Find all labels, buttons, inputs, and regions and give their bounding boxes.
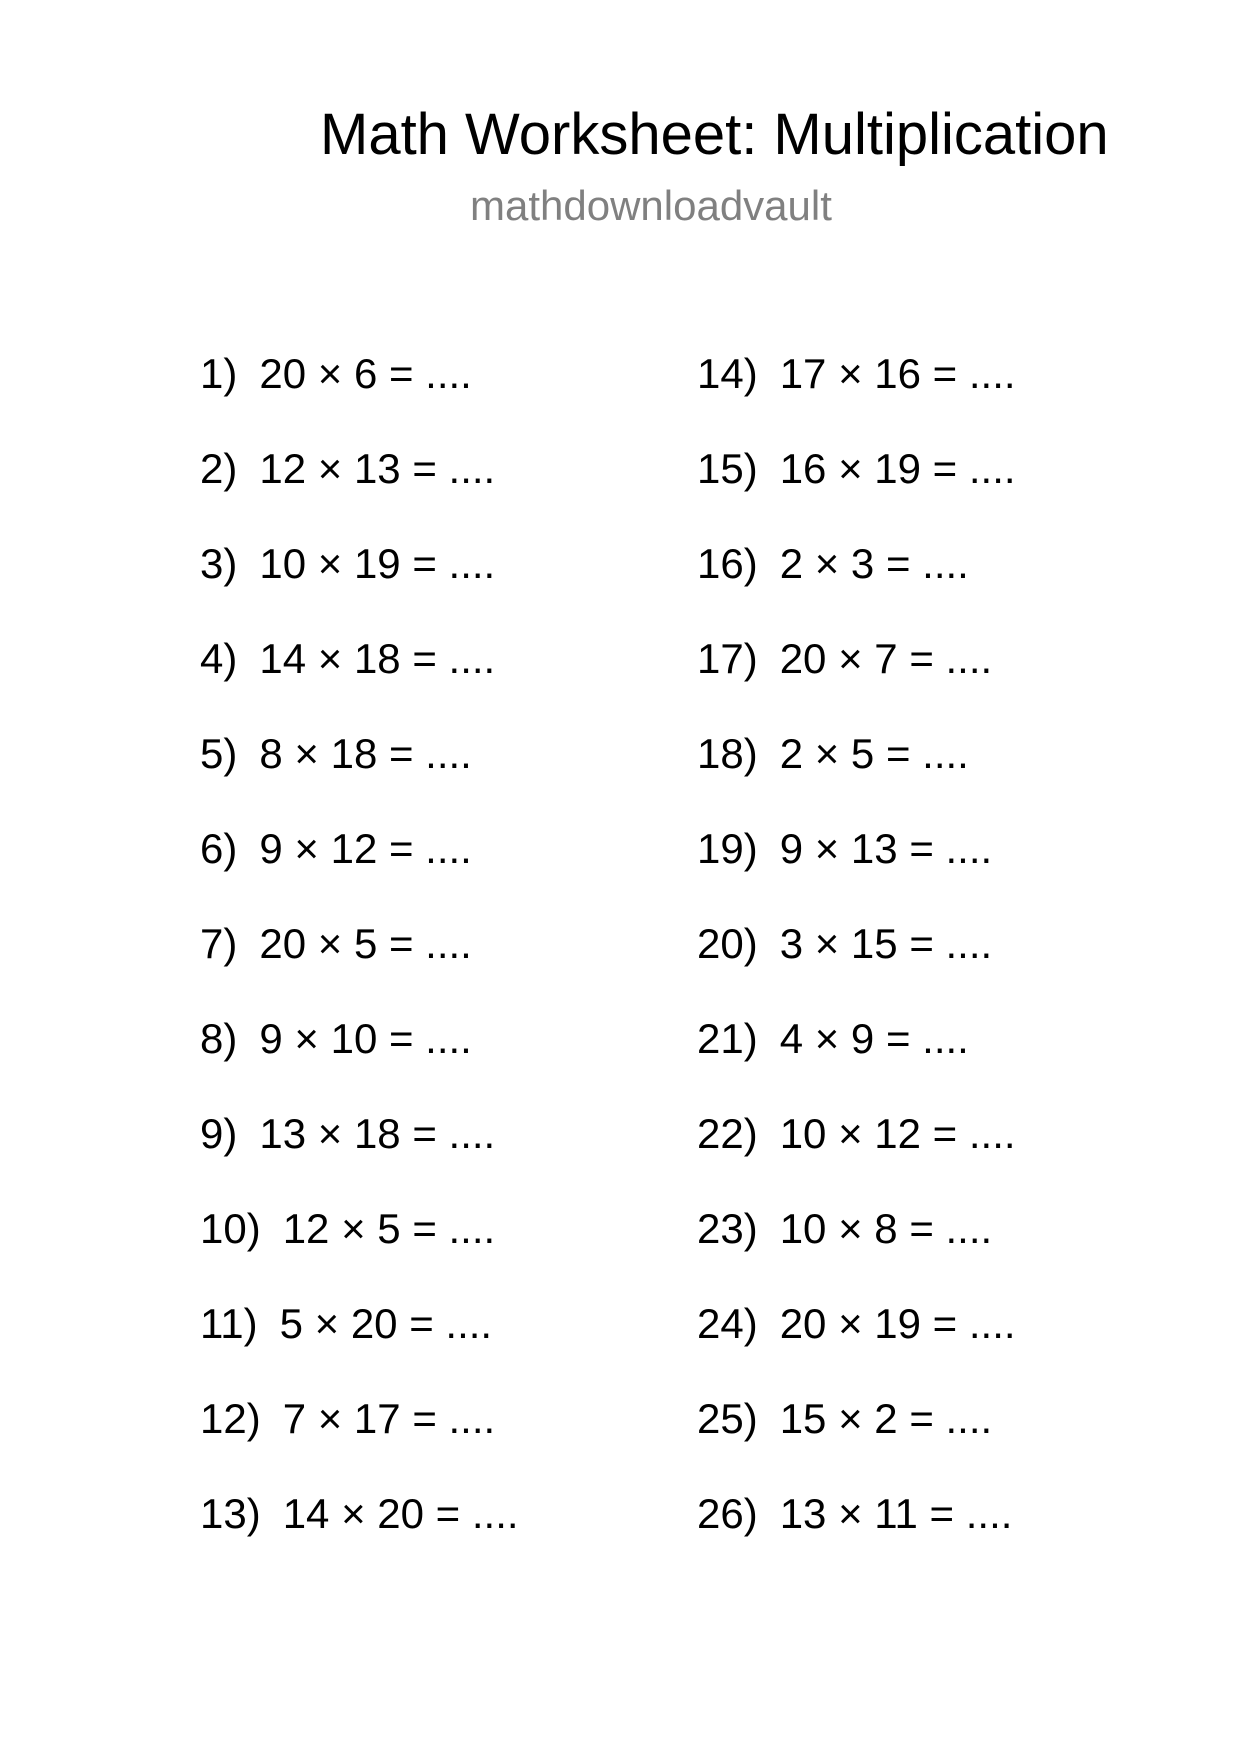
problem-expression: 4 × 9 = .... bbox=[779, 1015, 969, 1062]
problem-item bbox=[697, 920, 1157, 1015]
problem-number: 20) bbox=[697, 920, 758, 967]
worksheet-title: Math Worksheet: Multiplication bbox=[320, 102, 1109, 167]
problem-item bbox=[200, 635, 660, 730]
problem-number: 15) bbox=[697, 445, 758, 492]
problem-expression: 10 × 12 = .... bbox=[779, 1110, 1016, 1157]
problem-expression: 2 × 5 = .... bbox=[779, 730, 969, 777]
problem-item bbox=[697, 1395, 1157, 1490]
problem-expression: 8 × 18 = .... bbox=[259, 730, 472, 777]
problem-item bbox=[200, 1300, 660, 1395]
problem-expression: 9 × 13 = .... bbox=[779, 825, 993, 872]
problem-item bbox=[200, 1015, 660, 1110]
problem-item bbox=[697, 1205, 1157, 1300]
problem-number: 18) bbox=[697, 730, 758, 777]
problem-expression: 5 × 20 = .... bbox=[279, 1300, 493, 1347]
problem-number: 13) bbox=[200, 1490, 261, 1537]
problem-item bbox=[200, 1205, 660, 1300]
problem-expression: 15 × 2 = .... bbox=[779, 1395, 993, 1442]
problem-column-right bbox=[697, 350, 1157, 1585]
problem-number: 6) bbox=[200, 825, 238, 872]
problem-number: 14) bbox=[697, 350, 758, 397]
problem-item bbox=[200, 1490, 660, 1585]
problem-expression: 13 × 11 = .... bbox=[779, 1490, 1013, 1537]
problem-item bbox=[200, 445, 660, 540]
problem-item bbox=[200, 350, 660, 445]
problem-expression: 9 × 12 = .... bbox=[259, 825, 472, 872]
problem-item bbox=[697, 540, 1157, 635]
problem-expression: 12 × 5 = .... bbox=[282, 1205, 496, 1252]
problem-item bbox=[697, 350, 1157, 445]
problem-expression: 14 × 18 = .... bbox=[259, 635, 496, 682]
problem-expression: 20 × 7 = .... bbox=[779, 635, 993, 682]
problem-item bbox=[697, 825, 1157, 920]
problem-number: 19) bbox=[697, 825, 758, 872]
problem-item bbox=[200, 1395, 660, 1490]
problem-number: 21) bbox=[697, 1015, 758, 1062]
problem-number: 17) bbox=[697, 635, 758, 682]
problem-expression: 10 × 8 = .... bbox=[779, 1205, 993, 1252]
problem-item bbox=[697, 1300, 1157, 1395]
problem-number: 24) bbox=[697, 1300, 758, 1347]
problem-number: 10) bbox=[200, 1205, 261, 1252]
problem-expression: 12 × 13 = .... bbox=[259, 445, 496, 492]
problem-number: 26) bbox=[697, 1490, 758, 1537]
problem-number: 5) bbox=[200, 730, 238, 777]
problem-item bbox=[697, 1110, 1157, 1205]
problem-item bbox=[200, 730, 660, 825]
problem-expression: 17 × 16 = .... bbox=[779, 350, 1016, 397]
problem-number: 8) bbox=[200, 1015, 238, 1062]
problem-expression: 13 × 18 = .... bbox=[259, 1110, 496, 1157]
problem-number: 12) bbox=[200, 1395, 261, 1442]
problem-expression: 20 × 19 = .... bbox=[779, 1300, 1016, 1347]
problem-item bbox=[697, 635, 1157, 730]
worksheet-subtitle: mathdownloadvault bbox=[470, 182, 832, 229]
problem-number: 22) bbox=[697, 1110, 758, 1157]
problem-item bbox=[697, 730, 1157, 825]
problem-expression: 10 × 19 = .... bbox=[259, 540, 496, 587]
problem-number: 25) bbox=[697, 1395, 758, 1442]
problem-expression: 2 × 3 = .... bbox=[779, 540, 969, 587]
problem-number: 4) bbox=[200, 635, 238, 682]
problem-expression: 7 × 17 = .... bbox=[282, 1395, 496, 1442]
problem-item bbox=[697, 1015, 1157, 1110]
problem-number: 23) bbox=[697, 1205, 758, 1252]
problem-number: 16) bbox=[697, 540, 758, 587]
problem-number: 2) bbox=[200, 445, 238, 492]
problem-item bbox=[200, 825, 660, 920]
problem-item bbox=[200, 540, 660, 635]
problem-expression: 9 × 10 = .... bbox=[259, 1015, 472, 1062]
problem-expression: 14 × 20 = .... bbox=[282, 1490, 519, 1537]
problem-number: 7) bbox=[200, 920, 238, 967]
problem-item bbox=[697, 445, 1157, 540]
problem-number: 11) bbox=[200, 1300, 258, 1347]
problem-column-left bbox=[200, 350, 660, 1585]
problem-number: 9) bbox=[200, 1110, 238, 1157]
problem-expression: 16 × 19 = .... bbox=[779, 445, 1016, 492]
problem-expression: 20 × 5 = .... bbox=[259, 920, 472, 967]
problem-item bbox=[200, 1110, 660, 1205]
problem-item bbox=[200, 920, 660, 1015]
problem-expression: 3 × 15 = .... bbox=[779, 920, 993, 967]
problem-number: 3) bbox=[200, 540, 238, 587]
problem-item bbox=[697, 1490, 1157, 1585]
problem-expression: 20 × 6 = .... bbox=[259, 350, 472, 397]
problem-number: 1) bbox=[200, 350, 238, 397]
